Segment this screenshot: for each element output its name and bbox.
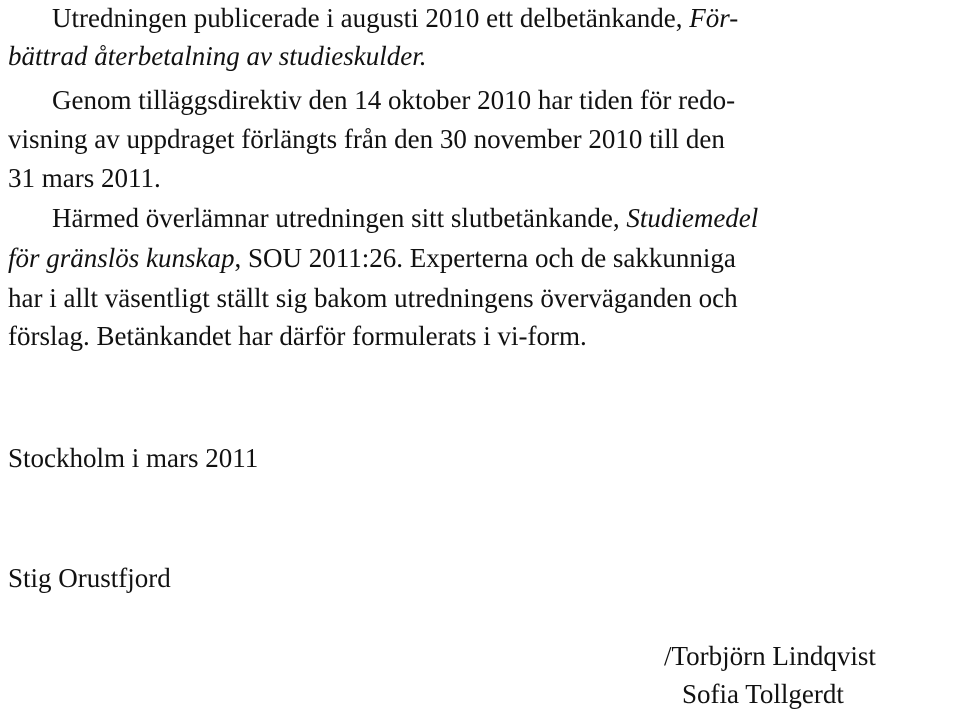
report-title-part-2: bättrad återbetalning av studieskulder. (8, 41, 427, 71)
paragraph-3-line-3: har i allt väsentligt ställt sig bakom utredningens överväganden och (8, 283, 738, 313)
signature-secretary-2: Sofia Tollgerdt (682, 679, 844, 709)
paragraph-2-line-2: visning av uppdraget förlängts från den 30 november 2010 till den (8, 124, 725, 154)
signature-secretary-1: /Torbjörn Lindqvist (664, 641, 876, 671)
final-report-title-part-2: för gränslös kunskap (8, 243, 235, 273)
paragraph-3-text-2: , SOU 2011:26. Experterna och de sakkunniga (234, 243, 736, 273)
paragraph-1-line-1 (52, 0, 738, 38)
paragraph-3-text: Härmed överlämnar utredningen sitt slutbetänkande, (52, 203, 627, 233)
place-date: Stockholm i mars 2011 (8, 443, 259, 473)
report-title-part-1: För- (689, 3, 739, 33)
signature-chair: Stig Orustfjord (8, 563, 171, 593)
paragraph-1-text: Utredningen publicerade i augusti 2010 ett delbetänkande, (52, 3, 690, 33)
paragraph-1-line-2 (8, 36, 426, 76)
final-report-title-part-1: Studiemedel (626, 203, 759, 233)
paragraph-2-line-1: Genom tilläggsdirektiv den 14 oktober 2010 har tiden för redo- (52, 85, 736, 115)
paragraph-3-line-2 (8, 238, 736, 278)
paragraph-2-line-3: 31 mars 2011. (8, 163, 161, 193)
paragraph-3-line-1 (52, 198, 758, 238)
paragraph-3-line-4: förslag. Betänkandet har därför formulerats i vi-form. (8, 321, 587, 351)
